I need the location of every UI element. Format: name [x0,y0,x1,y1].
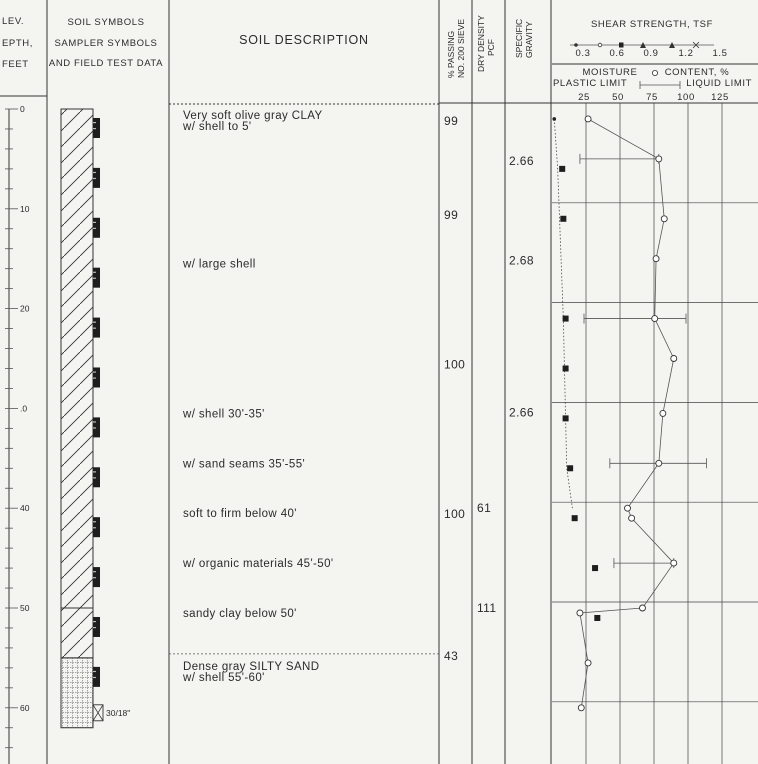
sampler-symbol [93,617,100,637]
shear-strength-point [567,465,573,471]
soil-description-line: sandy clay below 50' [183,607,297,620]
soil-description-header: SOIL DESCRIPTION [239,33,369,47]
moisture-tick-25: 25 [578,92,590,103]
moisture-point [585,660,591,666]
shear-tick-2: 0.9 [643,48,659,59]
depth-label: .0 [20,403,28,414]
moisture-point [656,156,662,162]
moisture-label: MOISTURE [582,67,638,78]
soil-description-line: w/ shell 55'-60' [183,671,265,684]
dry-density-header-2: PCF [486,39,496,56]
header [2,15,758,103]
shear-strength-point [563,415,569,421]
moisture-point [585,116,591,122]
sampler-symbol [93,417,100,437]
depth-scale [5,104,30,764]
moisture-point [653,256,659,262]
shear-tick-1: 0.6 [609,48,625,59]
shear-tick-0: 0.3 [575,48,591,59]
passing-200-value: 99 [444,207,459,222]
shear-strength-point [594,615,600,621]
symbols-header-1: SOIL SYMBOLS [67,17,145,28]
specific-gravity-value: 2.68 [509,253,534,268]
dry-density-value: 111 [477,601,497,615]
stratum-clay [61,109,93,608]
elev-header-3: FEET [2,59,29,70]
depth-label: 20 [20,303,30,314]
moisture-point [629,515,635,521]
sampler-symbol [93,268,100,288]
shear-strength-trend [554,119,572,508]
moisture-tick-75: 75 [646,92,658,103]
symbols-header-2: SAMPLER SYMBOLS [54,38,158,49]
passing-200-value: 100 [444,507,466,522]
sampler-symbol [93,667,100,687]
moisture-point [625,505,631,511]
soil-description-line: soft to firm below 40' [183,508,297,521]
liquid-limit-label: LIQUID LIMIT [686,78,752,89]
shear-strength-point [572,515,578,521]
moisture-point [577,610,583,616]
sampler-symbol [93,118,100,138]
depth-label: 40 [20,503,30,514]
shear-strength-point [563,316,569,322]
stratum-clay-sandy [61,608,93,658]
soil-description-line: w/ large shell [183,258,256,271]
strata-column [61,109,93,728]
specific-gravity-header-2: GRAVITY [524,21,534,58]
soil-description-line: w/ shell to 5' [183,120,252,133]
atterberg-limits-bar [614,558,674,568]
plastic-limit-label: PLASTIC LIMIT [553,78,628,89]
sampler-symbol [93,218,100,238]
sampler-symbol [93,367,100,387]
moisture-point [639,605,645,611]
soil-description-line: w/ sand seams 35'-55' [183,458,306,471]
dry-density-value: 61 [477,501,492,516]
sampler-symbol [93,168,100,188]
moisture-point [660,410,666,416]
soil-description-line: w/ organic materials 45'-50' [183,558,334,571]
moisture-tick-100: 100 [677,92,695,103]
depth-label: 60 [20,702,30,713]
atterberg-limits-bar [584,314,686,324]
shear-strength-point [552,117,556,121]
sample-column [93,118,130,721]
specific-gravity-header-1: SPECIFIC [514,18,524,58]
depth-label: 10 [20,203,30,214]
moisture-point [671,356,677,362]
passing-200-value: 100 [444,357,466,372]
plot-marks [552,116,706,711]
moisture-point [656,460,662,466]
dry-density-header-1: DRY DENSITY [476,15,486,72]
symbols-header-3: AND FIELD TEST DATA [48,58,164,69]
depth-label: 50 [20,603,30,613]
field-test-value: 30/18" [106,707,131,718]
atterberg-limits-bar [580,154,659,164]
shear-strength-point [592,565,598,571]
passing-200-value: 43 [444,648,459,663]
moisture-tick-50: 50 [612,92,624,103]
plot-grid [552,103,758,764]
soil-description-line: Dense gray SILTY SAND [183,660,320,673]
shear-strength-point [559,166,565,172]
split-spoon-sample [93,705,103,721]
elev-header-2: EPTH, [2,38,33,49]
sampler-symbol [93,517,100,537]
passing-header-2: NO. 200 SIEVE [456,18,466,78]
moisture-point [661,216,667,222]
sampler-symbol [93,318,100,338]
soil-description-line: w/ shell 30'-35' [183,408,265,421]
sampler-symbol [93,467,100,487]
depth-label: 0 [20,104,25,114]
content-label: CONTENT, % [664,67,730,78]
specific-gravity-value: 2.66 [509,405,534,420]
shear-strength-title: SHEAR STRENGTH, TSF [590,19,714,30]
stratum-sand [61,658,93,728]
shear-tick-3: 1.2 [678,48,694,59]
passing-200-value: 99 [444,113,459,128]
moisture-point [671,560,677,566]
specific-gravity-value: 2.66 [509,153,534,168]
shear-tick-4: 1.5 [712,48,728,59]
description-column [169,110,439,684]
shear-strength-point [560,216,566,222]
passing-header-1: % PASSING [446,30,456,78]
moisture-point [578,705,584,711]
shear-strength-point [563,365,569,371]
soil-description-line: Very soft olive gray CLAY [183,109,323,122]
moisture-tick-125: 125 [711,92,729,103]
elev-header-1: LEV. [2,16,25,27]
lab-column [444,114,534,663]
moisture-point [652,316,658,322]
sampler-symbol [93,567,100,587]
